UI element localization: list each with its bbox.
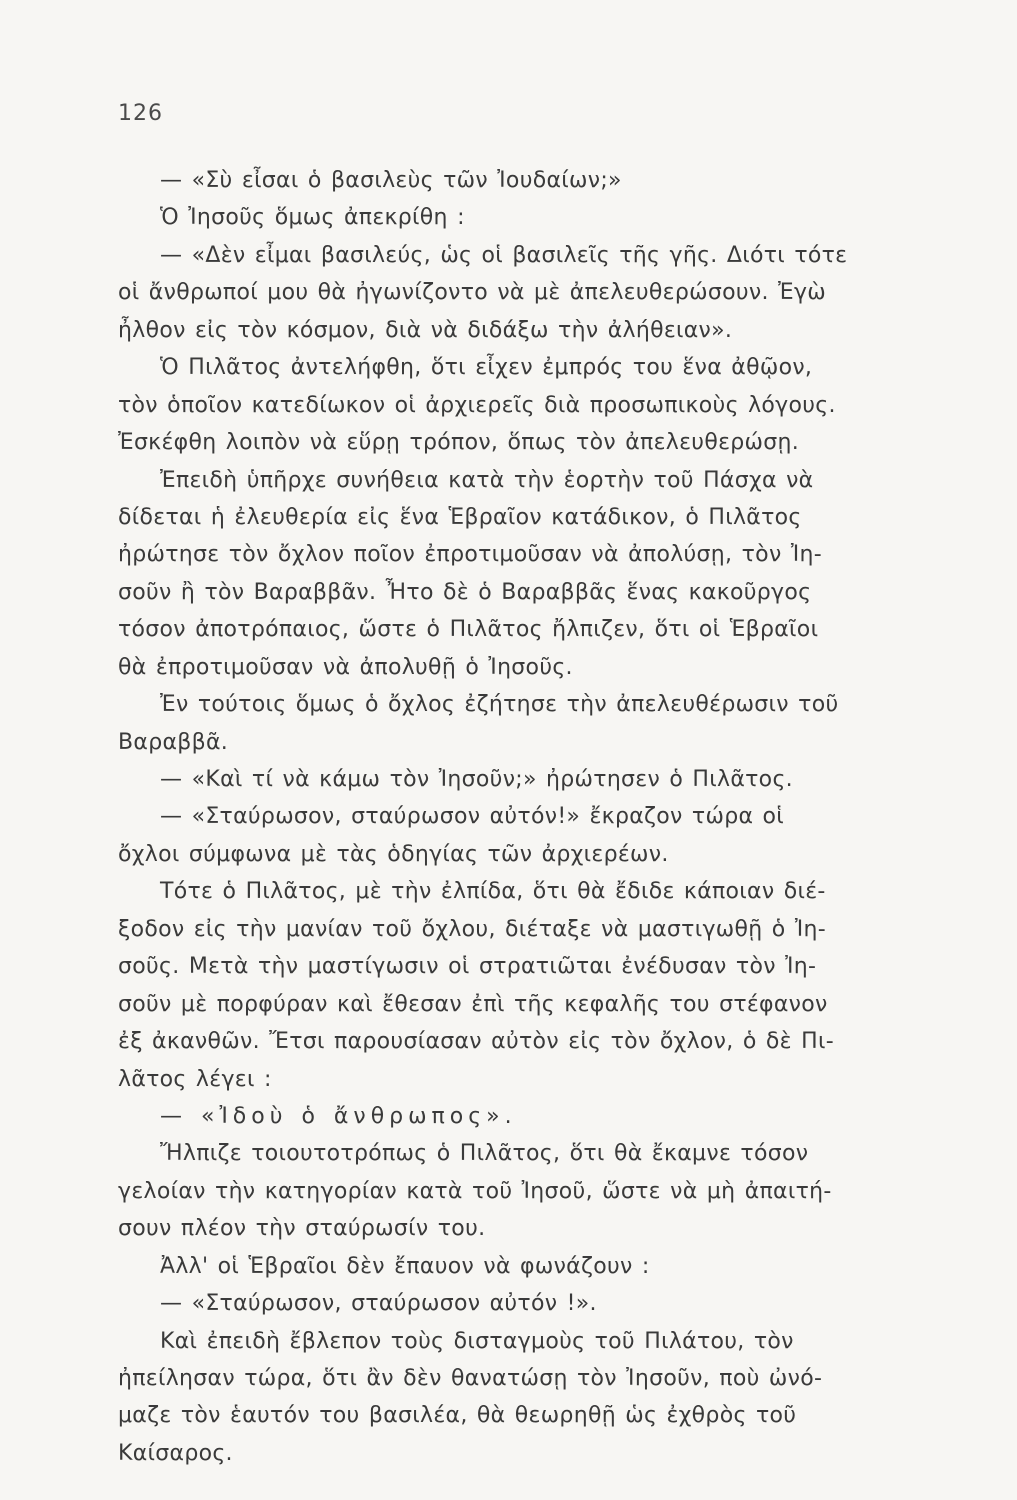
text-line: σοῦν ἢ τὸν Βαραββᾶν. Ἦτο δὲ ὁ Βαραββᾶς ἕνας κακοῦργος [118, 579, 812, 605]
text-line: — «Καὶ τί νὰ κάμω τὸν Ἰησοῦν;» ἠρώτησεν ὁ Πιλᾶτος. [160, 767, 793, 792]
text-line: — «Δὲν εἶμαι βασιλεύς, ὡς οἱ βασιλεῖς τῆς γῆς. Διότι τότε [160, 242, 848, 268]
text-line: — «Σταύρωσον, σταύρωσον αὐτόν !». [160, 1291, 597, 1317]
body-text [118, 162, 938, 1472]
text-line: Ἤλπιζε τοιουτοτρόπως ὁ Πιλᾶτος, ὅτι θὰ ἔκαμνε τόσον [160, 1141, 809, 1167]
text-line: τὸν ὁποῖον κατεδίωκον οἱ ἀρχιερεῖς διὰ προσωπικοὺς λόγους. [118, 392, 836, 418]
text-line: — «Σὺ εἶσαι ὁ βασιλεὺς τῶν Ἰουδαίων;» [160, 168, 622, 193]
text-line: — «Ἰδοὺ ὁ ἄνθρωπος». [160, 1103, 517, 1129]
text-line: γελοίαν τὴν κατηγορίαν κατὰ τοῦ Ἰησοῦ, ὥστε νὰ μὴ ἀπαιτή- [118, 1178, 832, 1204]
text-line: οἱ ἄνθρωποί μου θὰ ἠγωνίζοντο νὰ μὲ ἀπελευθερώσουν. Ἐγὼ [118, 280, 827, 306]
text-line: δίδεται ἡ ἐλευθερία εἰς ἕνα Ἑβραῖον κατάδικον, ὁ Πιλᾶτος [118, 504, 802, 530]
text-line: — «Σταύρωσον, σταύρωσον αὐτόν!» ἔκραζον τώρα οἱ [160, 804, 785, 830]
text-line: Ἀλλ' οἱ Ἑβραῖοι δὲν ἔπαυον νὰ φωνάζουν : [160, 1253, 650, 1279]
text-line: σοῦν μὲ πορφύραν καὶ ἔθεσαν ἐπὶ τῆς κεφαλῆς του στέφανον [118, 991, 828, 1017]
text-line: ἠρώτησε τὸν ὄχλον ποῖον ἐπροτιμοῦσαν νὰ ἀπολύσῃ, τὸν Ἰη- [118, 542, 822, 568]
text-line: Ὁ Ἰησοῦς ὅμως ἀπεκρίθη : [160, 205, 465, 231]
text-line: ἐξ ἀκανθῶν. Ἔτσι παρουσίασαν αὐτὸν εἰς τὸν ὄχλον, ὁ δὲ Πι- [118, 1029, 834, 1055]
text-line: ξοδον εἰς τὴν μανίαν τοῦ ὄχλου, διέταξε νὰ μαστιγωθῇ ὁ Ἰη- [118, 916, 826, 942]
text-line: Ἐσκέφθη λοιπὸν νὰ εὕρῃ τρόπον, ὅπως τὸν ἀπελευθερώσῃ. [118, 430, 800, 456]
text-line: λᾶτος λέγει : [118, 1066, 272, 1092]
text-line: ὄχλοι σύμφωνα μὲ τὰς ὁδηγίας τῶν ἀρχιερέων. [118, 841, 669, 867]
text-line: θὰ ἐπροτιμοῦσαν νὰ ἀπολυθῇ ὁ Ἰησοῦς. [118, 654, 573, 680]
text-line: Καὶ ἐπειδὴ ἔβλεπον τοὺς δισταγμοὺς τοῦ Πιλάτου, τὸν [160, 1328, 794, 1354]
text-line: Καίσαρος. [118, 1440, 233, 1466]
page-number: 126 [118, 101, 163, 126]
text-line: ἠπείλησαν τώρα, ὅτι ἂν δὲν θανατώσῃ τὸν Ἰησοῦν, ποὺ ὠνό- [118, 1366, 823, 1391]
text-line: τόσον ἀποτρόπαιος, ὥστε ὁ Πιλᾶτος ἤλπιζεν, ὅτι οἱ Ἑβραῖοι [118, 617, 819, 643]
text-line: Ὁ Πιλᾶτος ἀντελήφθη, ὅτι εἶχεν ἐμπρός του ἕνα ἀθῷον, [160, 355, 813, 381]
text-line: Ἐν τούτοις ὅμως ὁ ὄχλος ἐζήτησε τὴν ἀπελευθέρωσιν τοῦ [160, 692, 839, 718]
text-line: Ἐπειδὴ ὑπῆρχε συνήθεια κατὰ τὴν ἑορτὴν τοῦ Πάσχα νὰ [160, 467, 814, 493]
text-line: σοῦς. Μετὰ τὴν μαστίγωσιν οἱ στρατιῶται ἐνέδυσαν τὸν Ἰη- [118, 954, 817, 980]
text-line: Τότε ὁ Πιλᾶτος, μὲ τὴν ἐλπίδα, ὅτι θὰ ἔδιδε κάποιαν διέ- [160, 879, 826, 905]
text-line: μαζε τὸν ἑαυτόν του βασιλέα, θὰ θεωρηθῇ ὡς ἐχθρὸς τοῦ [118, 1403, 797, 1429]
text-line: σουν πλέον τὴν σταύρωσίν του. [118, 1216, 486, 1242]
text-line: Βαραββᾶ. [118, 729, 229, 755]
text-line: ἦλθον εἰς τὸν κόσμον, διὰ νὰ διδάξω τὴν ἀλήθειαν». [118, 317, 733, 343]
